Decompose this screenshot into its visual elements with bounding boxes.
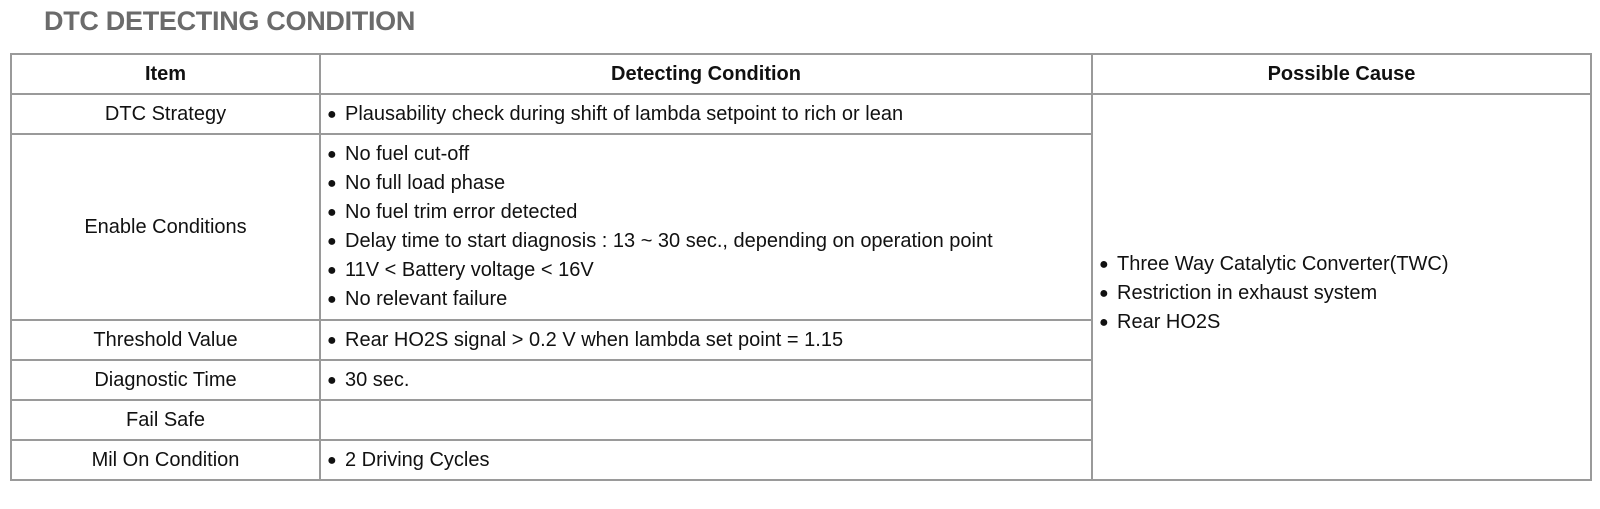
list-item: ● No fuel trim error detected	[327, 198, 1091, 227]
list-item: ● Delay time to start diagnosis : 13 ~ 30 sec., depending on operation point	[327, 227, 1091, 256]
condition-cell	[320, 94, 1092, 134]
bullet-icon: ●	[1099, 313, 1109, 331]
bullet-icon: ●	[327, 175, 337, 192]
list-item: ● Rear HO2S	[1099, 308, 1590, 337]
header-detecting-condition: Detecting Condition	[320, 54, 1092, 94]
bullet-icon: ●	[327, 371, 337, 389]
condition-cell	[320, 440, 1092, 480]
bullet-icon: ●	[1099, 255, 1109, 273]
bullet-icon: ●	[327, 146, 337, 163]
condition-cell	[320, 400, 1092, 440]
condition-cell	[320, 320, 1092, 360]
bullet-icon: ●	[327, 204, 337, 221]
item-cell: DTC Strategy	[11, 94, 320, 134]
item-cell: Enable Conditions	[11, 134, 320, 320]
page-title: DTC DETECTING CONDITION	[44, 6, 416, 36]
header-item: Item	[11, 54, 320, 94]
condition-cell	[320, 360, 1092, 400]
dtc-table	[10, 53, 1592, 481]
bullet-icon: ●	[327, 233, 337, 250]
table-header-row	[11, 54, 1591, 94]
possible-cause-cell	[1092, 94, 1591, 480]
bullet-icon: ●	[1099, 284, 1109, 302]
condition-cell	[320, 134, 1092, 320]
bullet-icon: ●	[327, 105, 337, 123]
list-item: ● 11V < Battery voltage < 16V	[327, 256, 1091, 285]
list-item: ● Rear HO2S signal > 0.2 V when lambda set point = 1.15	[327, 326, 1091, 355]
list-item: ● Plausability check during shift of lambda setpoint to rich or lean	[327, 100, 1091, 129]
item-cell: Fail Safe	[11, 400, 320, 440]
list-item: ● No full load phase	[327, 169, 1091, 198]
item-cell: Threshold Value	[11, 320, 320, 360]
header-possible-cause: Possible Cause	[1092, 54, 1591, 94]
bullet-icon: ●	[327, 331, 337, 349]
bullet-icon: ●	[327, 291, 337, 308]
table-row-dtc-strategy	[11, 94, 1591, 134]
list-item: ● Three Way Catalytic Converter(TWC)	[1099, 250, 1590, 279]
list-item: ● 2 Driving Cycles	[327, 446, 1091, 475]
list-item: ● No relevant failure	[327, 285, 1091, 314]
bullet-icon: ●	[327, 262, 337, 279]
list-item: ● 30 sec.	[327, 366, 1091, 395]
item-cell: Mil On Condition	[11, 440, 320, 480]
bullet-icon: ●	[327, 451, 337, 469]
list-item: ● Restriction in exhaust system	[1099, 279, 1590, 308]
item-cell: Diagnostic Time	[11, 360, 320, 400]
list-item: ● No fuel cut-off	[327, 140, 1091, 169]
